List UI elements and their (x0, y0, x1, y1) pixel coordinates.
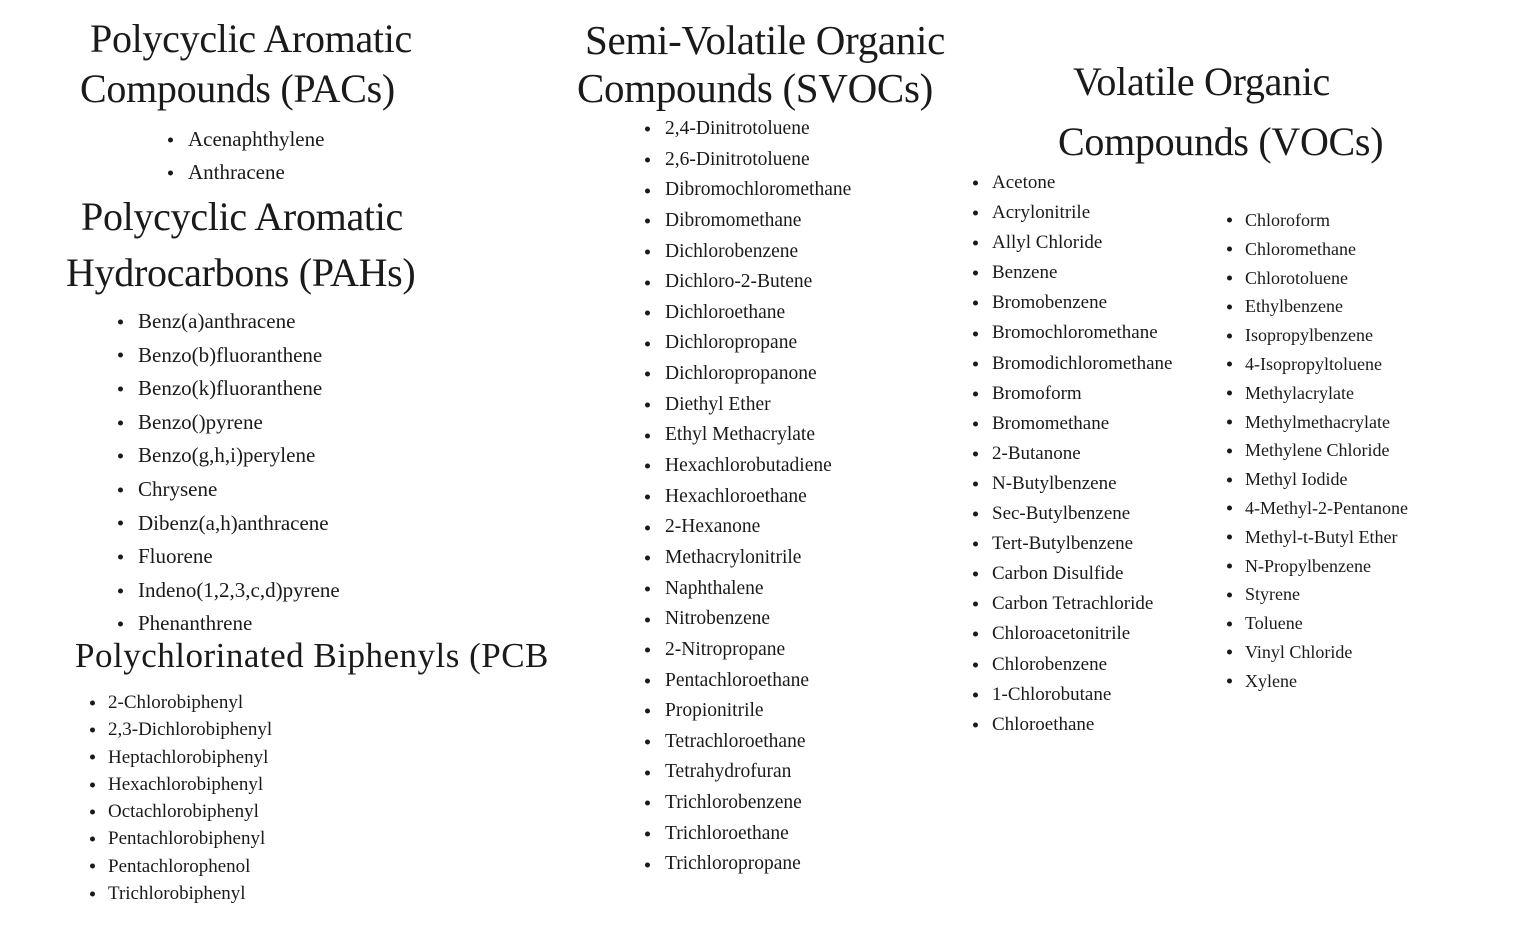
vocs-list-column1 (992, 168, 1172, 740)
list-item: 2-Nitropropane (665, 635, 851, 666)
list-item: Acrylonitrile (992, 198, 1172, 228)
list-item: Benzo(k)fluoranthene (138, 372, 340, 406)
pacs-list (188, 123, 324, 189)
list-item: Dichloroethane (665, 298, 851, 329)
list-item: 2,4-Dinitrotoluene (665, 114, 851, 145)
list-item: Carbon Tetrachloride (992, 589, 1172, 619)
pacs-heading (80, 14, 412, 114)
list-item: Methyl Iodide (1245, 465, 1408, 494)
list-item: Trichlorobenzene (665, 788, 851, 819)
list-item: Dibromomethane (665, 206, 851, 237)
list-item: Hexachlorobiphenyl (108, 771, 272, 798)
list-item: Dichloro-2-Butene (665, 267, 851, 298)
list-item: Diethyl Ether (665, 390, 851, 421)
svocs-list (665, 114, 851, 880)
list-item: Acenaphthylene (188, 123, 324, 156)
list-item: Phenanthrene (138, 607, 340, 641)
list-item: N-Butylbenzene (992, 469, 1172, 499)
list-item: Pentachlorobiphenyl (108, 825, 272, 852)
list-item: Ethylbenzene (1245, 292, 1408, 321)
list-item: Chloroethane (992, 710, 1172, 740)
list-item: Benz(a)anthracene (138, 305, 340, 339)
list-item: Benzo(g,h,i)perylene (138, 439, 340, 473)
list-item: Methylacrylate (1245, 379, 1408, 408)
vocs-heading-line2: Compounds (VOCs) (1058, 119, 1384, 164)
list-item: Chrysene (138, 473, 340, 507)
list-item: Trichlorobiphenyl (108, 880, 272, 907)
list-item: Trichloroethane (665, 819, 851, 850)
list-item: Acetone (992, 168, 1172, 198)
list-item: Propionitrile (665, 696, 851, 727)
svocs-heading (577, 16, 945, 112)
list-item: Benzo()pyrene (138, 406, 340, 440)
list-item: Benzene (992, 258, 1172, 288)
list-item: Bromochloromethane (992, 318, 1172, 348)
pahs-heading-line1: Polycyclic Aromatic (81, 194, 403, 239)
list-item: Octachlorobiphenyl (108, 798, 272, 825)
pahs-heading (66, 189, 415, 301)
pcbs-heading: Polychlorinated Biphenyls (PCB (75, 636, 549, 675)
list-item: Chlorotoluene (1245, 264, 1408, 293)
list-item: Styrene (1245, 580, 1408, 609)
pahs-list (138, 305, 340, 641)
list-item: Nitrobenzene (665, 604, 851, 635)
list-item: Chloroform (1245, 206, 1408, 235)
list-item: Benzo(b)fluoranthene (138, 339, 340, 373)
list-item: 1-Chlorobutane (992, 680, 1172, 710)
list-item: Dichloropropane (665, 328, 851, 359)
list-item: Hexachloroethane (665, 482, 851, 513)
svocs-heading-line1: Semi-Volatile Organic (585, 17, 945, 63)
vocs-heading-line1: Volatile Organic (1073, 59, 1330, 104)
list-item: Sec-Butylbenzene (992, 499, 1172, 529)
list-item: Carbon Disulfide (992, 559, 1172, 589)
list-item: Heptachlorobiphenyl (108, 744, 272, 771)
list-item: Bromodichloromethane (992, 349, 1172, 379)
list-item: Tetrahydrofuran (665, 757, 851, 788)
pahs-heading-line2: Hydrocarbons (PAHs) (66, 250, 416, 295)
list-item: 2-Butanone (992, 439, 1172, 469)
list-item: Allyl Chloride (992, 228, 1172, 258)
list-item: Methylene Chloride (1245, 436, 1408, 465)
list-item: Dibromochloromethane (665, 175, 851, 206)
list-item: Ethyl Methacrylate (665, 420, 851, 451)
pcbs-list (108, 689, 273, 905)
vocs-list-column2 (1245, 206, 1408, 696)
list-item: Xylene (1245, 667, 1408, 696)
list-item: 2-Chlorobiphenyl (108, 689, 272, 716)
list-item: Pentachloroethane (665, 666, 851, 697)
list-item: Dibenz(a,h)anthracene (138, 507, 340, 541)
list-item: Chlorobenzene (992, 650, 1172, 680)
list-item: Fluorene (138, 540, 340, 574)
list-item: Methylmethacrylate (1245, 408, 1408, 437)
list-item: Indeno(1,2,3,c,d)pyrene (138, 574, 340, 608)
list-item: Methacrylonitrile (665, 543, 851, 574)
list-item: N-Propylbenzene (1245, 552, 1408, 581)
pacs-heading-line2: Compounds (PACs) (80, 66, 395, 111)
list-item: Methyl-t-Butyl Ether (1245, 523, 1408, 552)
list-item: Bromoform (992, 379, 1172, 409)
list-item: Dichlorobenzene (665, 237, 851, 268)
list-item: Bromobenzene (992, 288, 1172, 318)
list-item: Trichloropropane (665, 849, 851, 880)
list-item: Tetrachloroethane (665, 727, 851, 758)
list-item: Chloromethane (1245, 235, 1408, 264)
list-item: Toluene (1245, 609, 1408, 638)
list-item: Isopropylbenzene (1245, 321, 1408, 350)
vocs-heading (1058, 52, 1383, 172)
list-item: Pentachlorophenol (108, 853, 272, 880)
list-item: 2,3-Dichlorobiphenyl (108, 716, 272, 743)
list-item: Dichloropropanone (665, 359, 851, 390)
list-item: 4-Isopropyltoluene (1245, 350, 1408, 379)
list-item: 2-Hexanone (665, 512, 851, 543)
list-item: Hexachlorobutadiene (665, 451, 851, 482)
list-item: Tert-Butylbenzene (992, 529, 1172, 559)
list-item: Anthracene (188, 156, 324, 189)
pacs-heading-line1: Polycyclic Aromatic (90, 16, 412, 61)
list-item: 4-Methyl-2-Pentanone (1245, 494, 1408, 523)
list-item: Naphthalene (665, 574, 851, 605)
list-item: Bromomethane (992, 409, 1172, 439)
list-item: Vinyl Chloride (1245, 638, 1408, 667)
svocs-heading-line2: Compounds (SVOCs) (577, 65, 933, 111)
list-item: Chloroacetonitrile (992, 619, 1172, 649)
list-item: 2,6-Dinitrotoluene (665, 145, 851, 176)
